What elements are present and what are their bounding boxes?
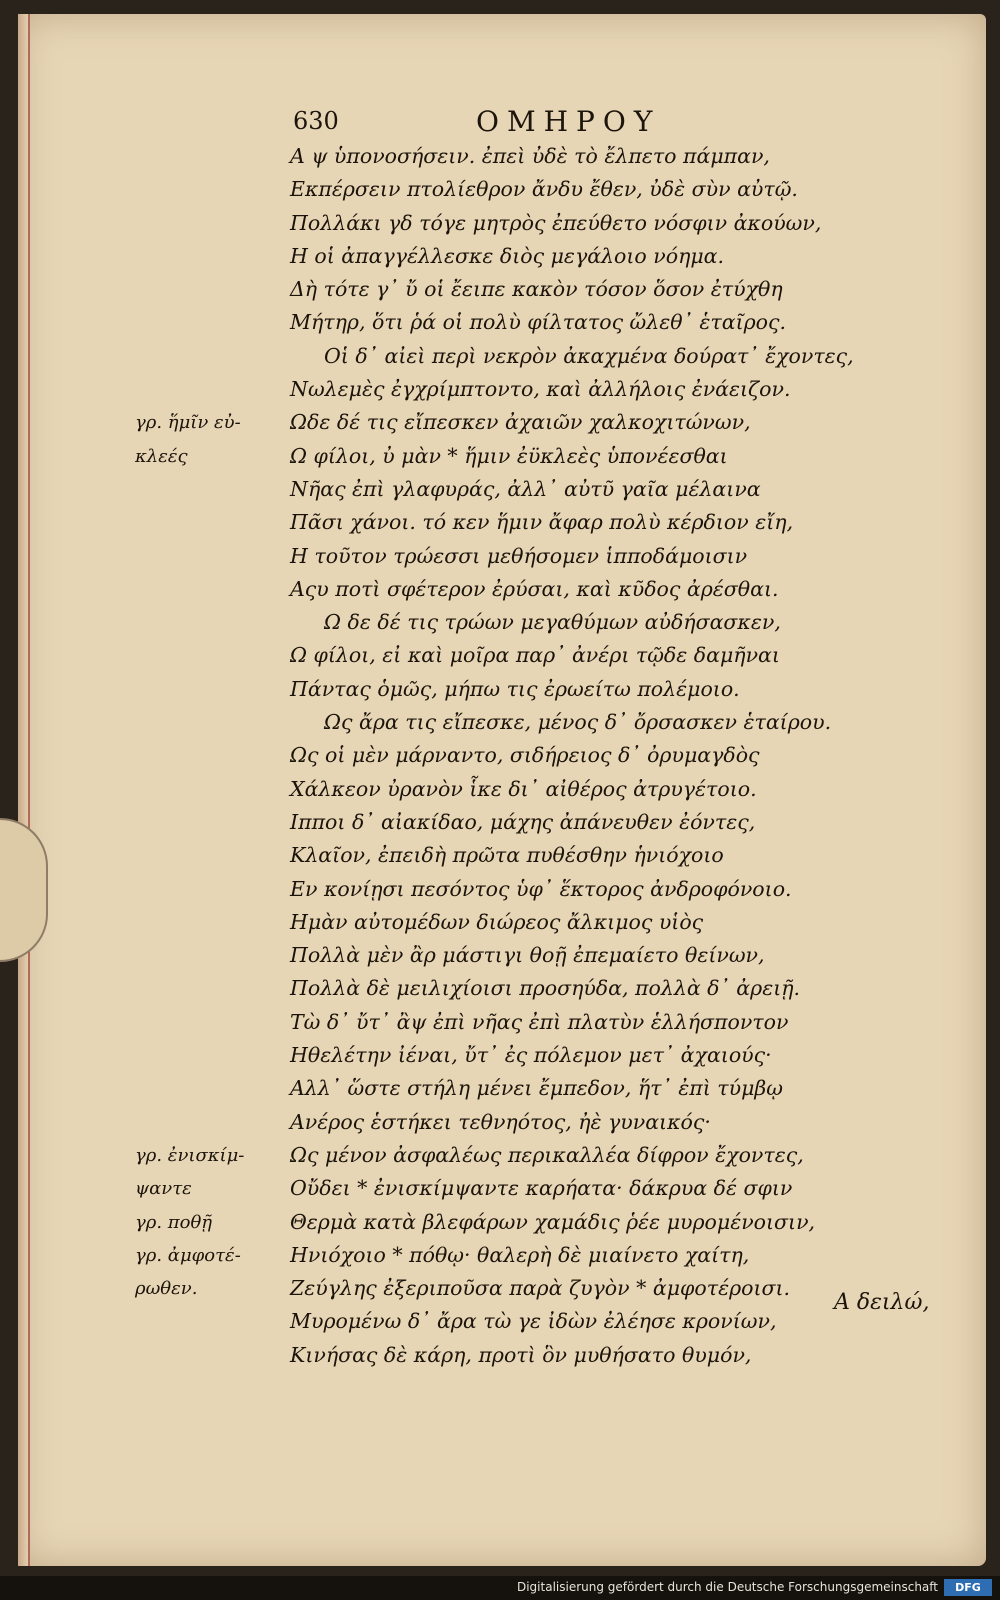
- text-line: Αλλ᾽ ὥστε στήλη μένει ἔμπεδον, ἥτ᾽ ἐπὶ τύμβῳ: [290, 1076, 783, 1101]
- text-line: Α ψ ὑπονοσήσειν. ἐπεὶ ὐδὲ τὸ ἔλπετο πάμπαν,: [290, 144, 770, 168]
- text-line: Ως οἱ μὲν μάρναντο, σιδήρειος δ᾽ ὀρυμαγδὸς: [290, 743, 760, 768]
- text-line: Ω δε δέ τις τρώων μεγαθύμων αὐδήσασκεν,: [324, 610, 781, 635]
- text-line: Πᾶσι χάνοι. τό κεν ἥμιν ἄφαρ πολὺ κέρδιον εἴη,: [290, 510, 794, 535]
- text-line: Ανέρος ἑστήκει τεθνηότος, ἠὲ γυναικός·: [290, 1109, 711, 1134]
- text-line: Ωδε δέ τις εἴπεσκεν ἀχαιῶν χαλκοχιτώνων,: [290, 410, 751, 435]
- text-line: Ω φίλοι, εἰ καὶ μοῖρα παρ᾽ ἀνέρι τῷδε δαμῆναι: [290, 643, 780, 668]
- text-line: Μήτηρ, ὅτι ῥά οἱ πολὺ φίλτατος ὤλεθ᾽ ἑταῖρος.: [290, 310, 786, 335]
- text-line: Κλαῖον, ἐπειδὴ πρῶτα πυθέσθην ἡνιόχοιο: [290, 843, 724, 868]
- text-line: Πολλὰ δὲ μειλιχίοισι προσηύδα, πολλὰ δ᾽ ἀρειῇ.: [290, 976, 801, 1001]
- margin-note: γρ. ἐνισκίμ-: [135, 1145, 245, 1166]
- text-line: Δὴ τότε γ᾽ ὔ οἱ ἔειπε κακὸν τόσον ὅσον ἐτύχθη: [290, 277, 783, 302]
- text-line: Πολλάκι γδ τόγε μητρὸς ἐπεύθετο νόσφιν ἀκούων,: [290, 210, 822, 235]
- margin-note: ψαντε: [135, 1178, 192, 1200]
- text-line: Ηνιόχοιο * πόθῳ· θαλερὴ δὲ μιαίνετο χαίτη,: [290, 1242, 750, 1267]
- text-line: Νῆας ἐπὶ γλαφυράς, ἀλλ᾽ αὐτῦ γαῖα μέλαινα: [290, 476, 761, 501]
- text-line: Οὔδει * ἐνισκίμψαντε καρήατα· δάκρυα δέ σφιν: [290, 1176, 793, 1201]
- text-line: Εκπέρσειν πτολίεθρον ἄνδυ ἔθεν, ὐδὲ σὺν αὐτῷ.: [290, 177, 798, 202]
- text-line: Εν κονίῃσι πεσόντος ὑφ᾽ ἕκτορος ἀνδροφόνοιο.: [290, 876, 792, 901]
- text-line: Ως μένον ἀσφαλέως περικαλλέα δίφρον ἔχοντες,: [290, 1142, 804, 1167]
- footer-bar: [0, 1576, 1000, 1600]
- text-line: Πολλὰ μὲν ἂρ μάστιγι θοῇ ἐπεμαίετο θείνων,: [290, 943, 765, 968]
- text-line: Χάλκεον ὐρανὸν ἷκε δι᾽ αἰθέρος ἀτρυγέτοιο.: [290, 776, 757, 801]
- running-head: ΟΜΗΡΟΥ: [476, 105, 661, 138]
- text-line: Ημὰν αὐτομέδων διώρεος ἄλκιμος υἱὸς: [290, 909, 704, 934]
- margin-note: γρ. ἀμφοτέ-: [135, 1244, 241, 1266]
- dfg-logo: DFG: [944, 1579, 992, 1596]
- text-line: Η τοῦτον τρώεσσι μεθήσομεν ἱπποδάμοισιν: [290, 543, 748, 568]
- text-line: Οἱ δ᾽ αἰεὶ περὶ νεκρὸν ἀκαχμένα δούρατ᾽ ἔχοντες,: [324, 343, 854, 368]
- text-line: Ω φίλοι, ὐ μὰν * ἥμιν ἐϋκλεὲς ὑπονέεσθαι: [290, 443, 728, 468]
- text-line: Ηθελέτην ἰέναι, ὔτ᾽ ἐς πόλεμον μετ᾽ ἀχαιούς·: [290, 1043, 772, 1068]
- margin-note: ρωθεν.: [135, 1278, 198, 1300]
- margin-note: γρ. ἥμῖν εὐ-: [135, 412, 241, 434]
- text-line: Θερμὰ κατὰ βλεφάρων χαμάδις ῥέε μυρομένοισιν,: [290, 1209, 816, 1234]
- text-line: Πάντας ὁμῶς, μήπω τις ἐρωείτω πολέμοιο.: [290, 676, 740, 701]
- margin-note: κλεές: [135, 445, 188, 467]
- footer-credit: Digitalisierung gefördert durch die Deutsche Forschungsgemeinschaft: [516, 1580, 938, 1594]
- text-line: Η οἱ ἀπαγγέλλεσκε διὸς μεγάλοιο νόημα.: [290, 243, 725, 268]
- text-line: Ζεύγλης ἐξεριποῦσα παρὰ ζυγὸν * ἀμφοτέροισι.: [290, 1276, 791, 1301]
- margin-note: γρ. ποθῇ: [135, 1211, 213, 1233]
- poem-text: [290, 140, 890, 1372]
- page-number: 630: [293, 107, 339, 135]
- text-line: Τὼ δ᾽ ὔτ᾽ ἂψ ἐπὶ νῆας ἐπὶ πλατὺν ἑλλήσποντον: [290, 1009, 789, 1034]
- text-line: Αςυ ποτὶ σφέτερον ἐρύσαι, καὶ κῦδος ἀρέσθαι.: [290, 576, 779, 601]
- text-line: Κινήσας δὲ κάρη, προτὶ ὃν μυθήσατο θυμόν,: [290, 1342, 752, 1367]
- catchword: Α δειλώ,: [834, 1290, 930, 1315]
- text-line: Μυρομένω δ᾽ ἄρα τὼ γε ἰδὼν ἐλέησε κρονίων,: [290, 1309, 777, 1334]
- page-edge: [18, 14, 30, 1566]
- text-line: Ιπποι δ᾽ αἰακίδαο, μάχης ἀπάνευθεν ἐόντες,: [290, 809, 756, 834]
- text-line: Νωλεμὲς ἐγχρίμπτοντο, καὶ ἀλλήλοις ἐνάειζον.: [290, 377, 791, 402]
- text-line: Ως ἄρα τις εἴπεσκε, μένος δ᾽ ὄρσασκεν ἑταίρου.: [324, 710, 832, 735]
